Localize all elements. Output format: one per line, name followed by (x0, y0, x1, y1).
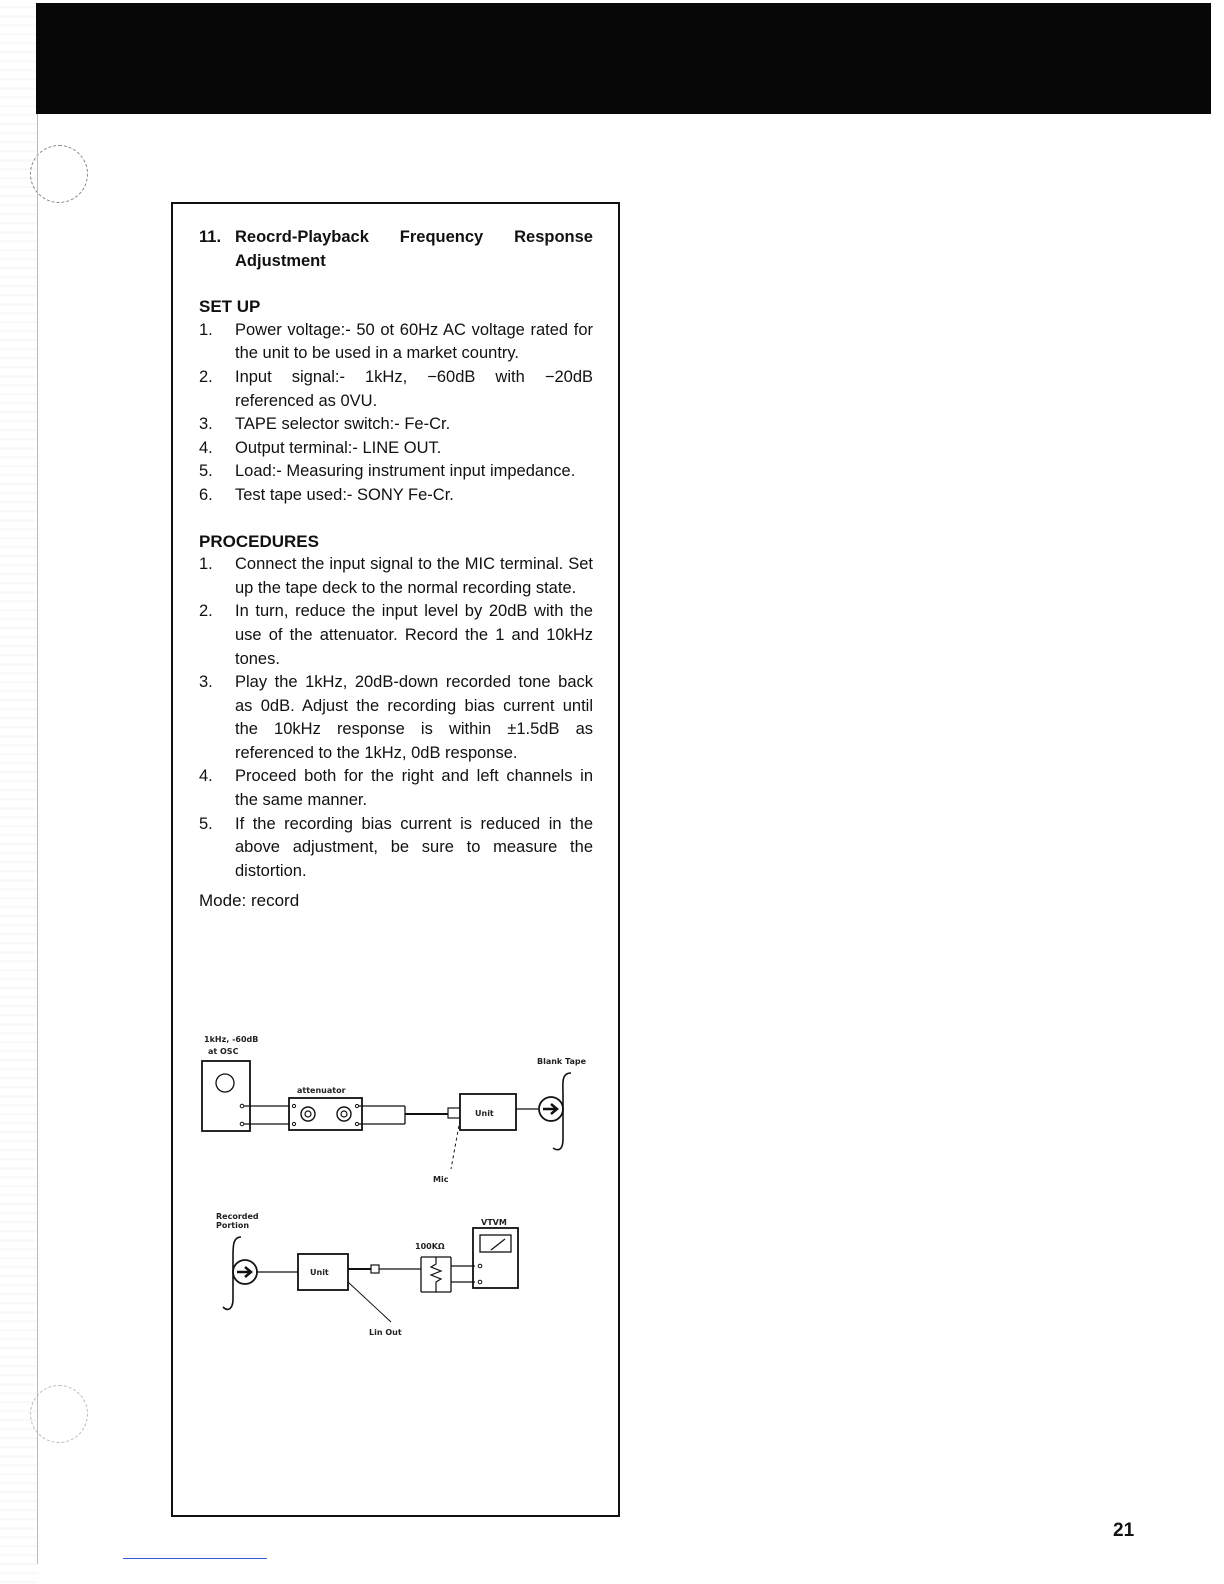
record-diagram (202, 1035, 587, 1184)
attenuator-label: attenuator (297, 1086, 346, 1095)
oscillator-dial-icon (216, 1074, 234, 1092)
item-number: 1. (199, 555, 213, 574)
osc-label: 1kHz, -60dB (204, 1035, 259, 1044)
item-number: 6. (199, 485, 213, 504)
item-text: Output terminal:- LINE OUT. (235, 438, 442, 457)
resistor-icon (431, 1257, 441, 1292)
section-title-text: Reocrd-Playback Frequency Response Adjustment (235, 228, 593, 270)
playback-diagram (216, 1212, 518, 1337)
terminal-icon (240, 1104, 244, 1108)
item-number: 3. (199, 415, 213, 434)
scan-edge (0, 0, 38, 1584)
item-number: 3. (199, 673, 213, 692)
binder-hole-icon (30, 145, 88, 203)
binder-line (37, 114, 38, 1564)
bottom-rule (123, 1558, 267, 1559)
mic-label: Mic (433, 1175, 449, 1184)
knob-icon (301, 1107, 315, 1121)
meter-icon (480, 1235, 511, 1252)
oscillator-box (202, 1061, 250, 1131)
item-text: Power voltage:- 50 ot 60Hz AC voltage rated for the unit to be used in a market country. (235, 320, 593, 363)
item-text: Play the 1kHz, 20dB-down recorded tone back as 0dB. Adjust the recording bias current until the 10kHz response is within ±1.5dB as referenced to the 1kHz, 0dB response. (235, 673, 593, 762)
terminal-icon (240, 1122, 244, 1126)
page-number: 21 (1113, 1520, 1135, 1541)
resistor-label: 100KΩ (415, 1242, 445, 1251)
item-number: 4. (199, 767, 213, 786)
arrow-right-icon (237, 1267, 251, 1277)
blank-tape-label: Blank Tape (537, 1057, 587, 1066)
unit-label: Unit (475, 1109, 494, 1118)
item-text: Proceed both for the right and left channels in the same manner. (235, 767, 593, 810)
binder-hole-icon (30, 1385, 88, 1443)
item-number: 2. (199, 602, 213, 621)
item-number: 5. (199, 462, 213, 481)
item-text: If the recording bias current is reduced in the above adjustment, be sure to measure the distortion. (235, 814, 593, 880)
item-text: Load:- Measuring instrument input impedance. (235, 462, 576, 481)
header-black-band (36, 3, 1211, 114)
item-number: 5. (199, 814, 213, 833)
item-text: Test tape used:- SONY Fe-Cr. (235, 485, 454, 504)
unit-label: Unit (310, 1268, 329, 1277)
item-text: Input signal:- 1kHz, −60dB with −20dB referenced as 0VU. (235, 367, 593, 410)
portion-label: Portion (216, 1221, 250, 1230)
item-text: TAPE selector switch:- Fe-Cr. (235, 415, 451, 434)
recorded-label: Recorded (216, 1212, 259, 1221)
item-text: Connect the input signal to the MIC terminal. Set up the tape deck to the normal recording state. (235, 555, 593, 597)
procedures-heading: PROCEDURES (199, 531, 319, 551)
line-out-plug-icon (371, 1265, 379, 1273)
arrow-right-icon (543, 1104, 557, 1114)
mic-plug-icon (448, 1108, 460, 1118)
item-number: 1. (199, 320, 213, 339)
section-number: 11. (199, 228, 222, 246)
vtvm-label: VTVM (481, 1218, 507, 1227)
item-text: In turn, reduce the input level by 20dB with the use of the attenuator. Record the 1 and 10kHz tones. (235, 602, 593, 668)
line-out-label: Lin Out (369, 1328, 402, 1337)
knob-icon (337, 1107, 351, 1121)
item-number: 2. (199, 367, 213, 386)
setup-heading: SET UP (199, 297, 261, 317)
mode-label: Mode: record (199, 891, 300, 911)
item-number: 4. (199, 438, 213, 457)
connection-diagrams (173, 204, 618, 1515)
content-frame (171, 202, 620, 1517)
osc-label-2: at OSC (208, 1047, 239, 1056)
